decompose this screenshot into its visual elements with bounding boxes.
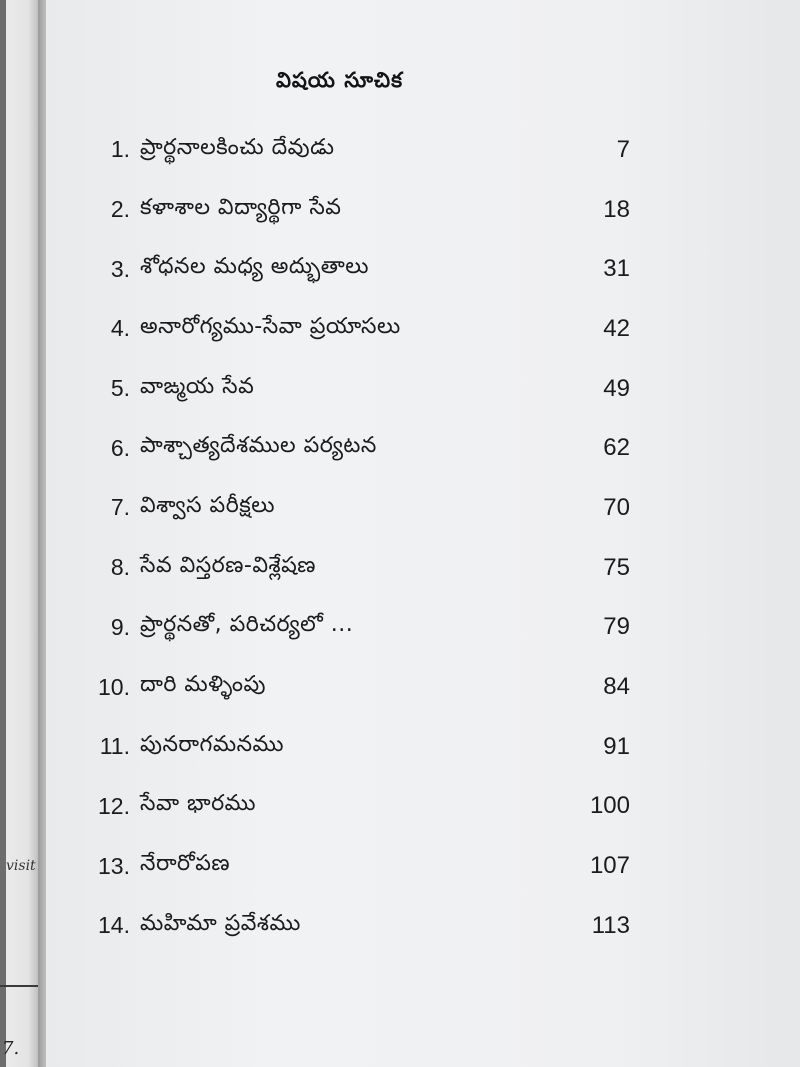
table-of-contents: [80, 120, 640, 956]
toc-entry-number: 2.: [110, 196, 130, 223]
previous-page-number: 7.: [2, 1038, 20, 1059]
toc-entry-page-number: 7: [616, 135, 630, 163]
toc-entry-page-number: 75: [603, 553, 630, 581]
toc-entry-title: నేరారోపణ: [140, 851, 231, 877]
toc-entry-number: 13.: [98, 852, 130, 879]
toc-entry-page-number: 49: [603, 374, 630, 402]
previous-page-edge: [0, 0, 40, 1067]
toc-entry-title: శోధనల మధ్య అద్భుతాలు: [140, 254, 369, 280]
toc-entry: [80, 239, 640, 299]
toc-entry-page-number: 70: [603, 493, 630, 521]
toc-entry: [80, 478, 640, 538]
toc-entry-page-number: 42: [603, 314, 630, 342]
previous-page-text-fragment: visit: [6, 858, 36, 874]
toc-entry-title: ప్రార్థనతో, పరిచర్యలో ...: [140, 612, 354, 638]
toc-entry-number: 5.: [110, 375, 130, 402]
toc-entry: [80, 717, 640, 777]
toc-entry-title: విశ్వాస పరీక్షలు: [140, 492, 275, 518]
toc-entry-page-number: 79: [603, 613, 630, 641]
toc-entry: [80, 120, 640, 180]
toc-entry-page-number: 113: [591, 911, 630, 939]
toc-entry: [80, 359, 640, 419]
toc-entry-title: సేవ విస్తరణ-విశ్లేషణ: [140, 552, 316, 578]
toc-entry-number: 12.: [98, 792, 130, 819]
toc-entry-title: కళాశాల విద్యార్థిగా సేవ: [140, 194, 342, 220]
toc-entry-number: 11.: [99, 733, 130, 760]
toc-entry-number: 14.: [98, 912, 130, 939]
toc-entry-page-number: 62: [603, 434, 630, 462]
toc-entry-title: ప్రార్థనాలకించు దేవుడు: [140, 134, 335, 160]
toc-entry-page-number: 31: [603, 255, 630, 283]
toc-entry: [80, 657, 640, 717]
previous-page-rule: [0, 985, 38, 987]
toc-entry-title: అనారోగ్యము-సేవా ప్రయాసలు: [140, 313, 401, 339]
toc-entry: [80, 836, 640, 896]
toc-entry-title: మహిమా ప్రవేశము: [140, 910, 301, 936]
toc-entry-title: సేవా భారము: [140, 791, 257, 817]
toc-entry-page-number: 84: [603, 673, 630, 701]
toc-entry-number: 6.: [110, 434, 130, 461]
toc-entry-page-number: 100: [589, 792, 630, 820]
contents-page: [46, 0, 800, 1067]
toc-entry: [80, 896, 640, 956]
toc-entry-number: 4.: [110, 315, 130, 342]
toc-entry-number: 1.: [110, 136, 130, 163]
toc-entry-page-number: 107: [589, 852, 630, 880]
toc-entry: [80, 180, 640, 240]
toc-entry: [80, 418, 640, 478]
toc-entry-page-number: 18: [603, 195, 630, 223]
toc-entry-title: వాఙ్మయ సేవ: [140, 373, 255, 399]
toc-entry-number: 3.: [110, 255, 130, 282]
toc-entry-number: 8.: [110, 554, 130, 581]
toc-entry: [80, 538, 640, 598]
toc-entry-number: 7.: [110, 494, 130, 521]
toc-entry-title: పునరాగమనము: [140, 731, 284, 757]
toc-entry-number: 9.: [110, 613, 130, 640]
toc-entry: [80, 299, 640, 359]
toc-entry-title: పాశ్చాత్యదేశముల పర్యటన: [140, 433, 377, 459]
toc-entry: [80, 598, 640, 658]
toc-entry: [80, 777, 640, 837]
toc-entry-number: 10.: [98, 673, 130, 700]
page-edge-line: [0, 0, 6, 1067]
toc-entry-title: దారి మళ్ళింపు: [140, 672, 266, 698]
page-title: విషయ సూచిక: [276, 68, 404, 92]
toc-entry-page-number: 91: [603, 732, 630, 760]
